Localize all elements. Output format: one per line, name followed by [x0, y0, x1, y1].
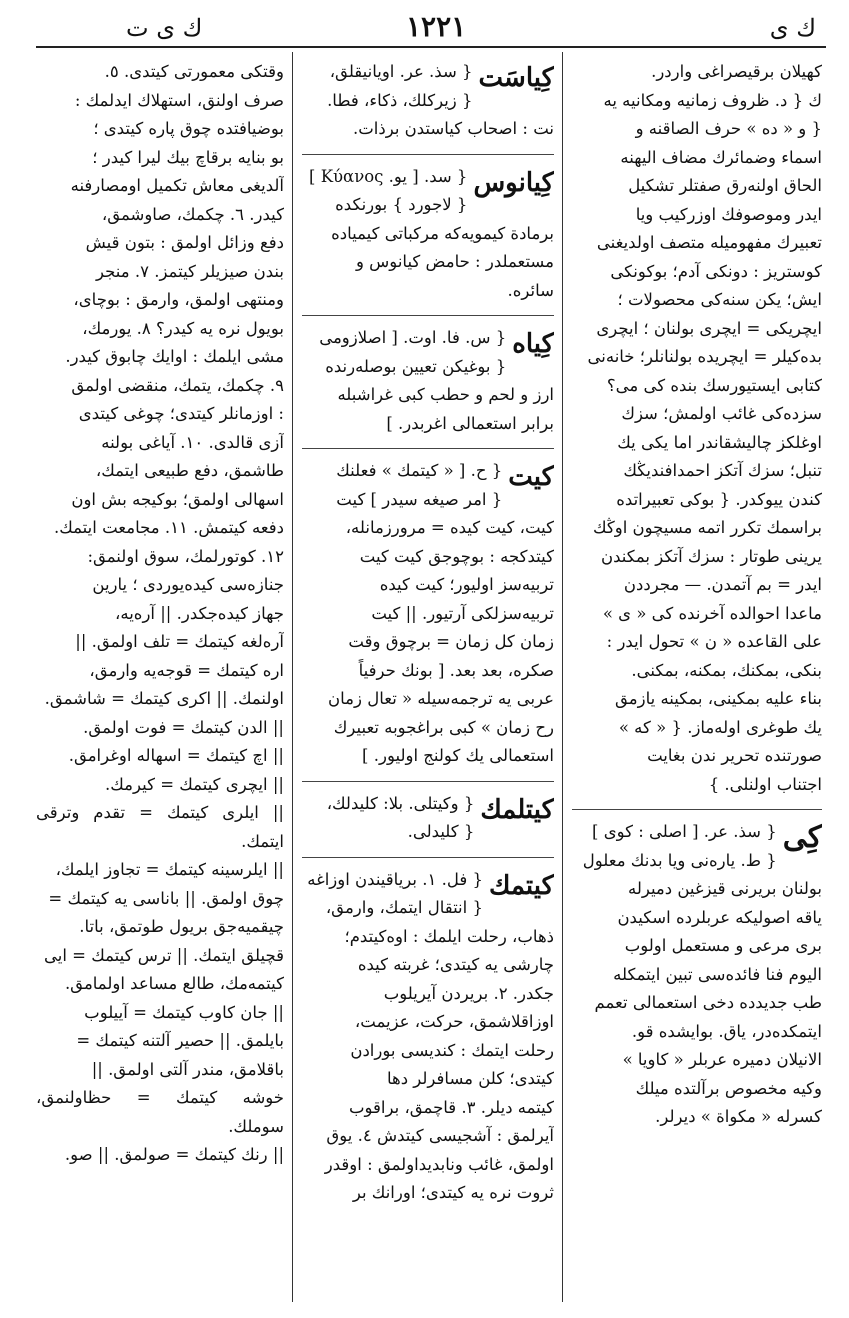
text-line: { كليدلى.: [407, 822, 475, 841]
text-line: ثروت نره يه كيتدى؛ اورانك بر: [352, 1183, 554, 1202]
text-line: : اوزمانلر كيتدى؛ چوغى كيتدى: [78, 404, 284, 423]
text-line: اجتناب اولنلى. }: [708, 774, 822, 794]
text-line: بندن صيزيلر كيتمز. ٧. منجر: [96, 261, 284, 281]
text-line: || ايچرى كيتمك = كيرمك.: [105, 774, 284, 794]
text-line: دفعه كيتمش. ١١. مجامعت ايتمك.: [53, 518, 284, 537]
entry-headword: كِياسَت: [478, 63, 554, 93]
text-line: چارشى يه كيتدى؛ غربته كيده: [357, 955, 554, 974]
text-line: برابر استعمالى اغربدر. ]: [386, 413, 554, 433]
text-line: طاشمق، دفع طبيعى ايتمك،: [95, 461, 284, 480]
page-number: ١٢٢١: [406, 10, 467, 43]
text-line: ارز و لحم و حطب كبى غراشبله: [337, 385, 554, 404]
text-line: على القاعده « ن » تحول ايدر :: [606, 632, 822, 651]
dictionary-entry: [302, 324, 554, 438]
text-line: { سذ. عر. اويانيقلق،: [329, 62, 473, 81]
text-line: ايتمكدەدر، ياق. بوايشده قو.: [631, 1021, 822, 1041]
text-line: اوزاقلاشمق، حركت، عزيمت،: [354, 1012, 554, 1031]
text-line: چيقميەجق بريول طوتمق، باتا.: [79, 917, 284, 936]
text-line: { زيركلك، ذكاء، فطا.: [327, 90, 473, 110]
text-line: { لاجورد } بورنكده: [335, 195, 468, 214]
text-line: باقلامق، مندر آلتى اولمق. ||: [91, 1059, 284, 1079]
text-line: كوستريز : دونكى آدم؛ بوكونكى: [610, 261, 822, 281]
text-line: آيرلمق : آشجيسى كيتدش ٤. يوق: [326, 1126, 554, 1145]
text-line: صورتنده تحرير ندن بغايت: [647, 746, 822, 765]
text-line: كهيلان برقيصراغى واردر.: [651, 62, 822, 81]
text-line: { س. فا. اوت. [ اصلازومى: [319, 328, 507, 347]
text-line: آزى قالدى. ١٠. آياغى بولنه: [101, 432, 284, 452]
text-line: صكره، بعد بعد. [ بونك حرفياً: [358, 660, 554, 680]
dictionary-entry: [302, 163, 554, 306]
column-divider-left: [292, 52, 293, 1302]
entry-separator: [302, 448, 554, 449]
text-line: الانيلان دميره عربلر « كاويا »: [622, 1050, 822, 1069]
right-column: [572, 58, 822, 1303]
text-line: زمان كل زمان = برچوق وقت: [348, 632, 554, 651]
text-line: ومنتهى اولمق، وارمق : بوچاى،: [73, 290, 284, 309]
text-line: اسماء وضمائرك مضاف اليهنه: [620, 147, 822, 167]
text-line: اولمق، غائب ونابديداولمق : اوقدر: [324, 1154, 554, 1174]
text-line: آلديغى معاش تكميل اومصارفنه: [70, 176, 284, 195]
text-line: { وكيتلى. بلا: كليدلك،: [326, 793, 475, 813]
text-line: { امر صيغه سيدر ] كيت: [336, 489, 503, 509]
text-line: ايچريكى = ايچرى بولنان ؛ ايچرى: [596, 318, 822, 338]
text-line: { سذ. عر. [ اصلى : كوى ]: [592, 822, 777, 841]
text-line: بنكى، بمكنك، بمكنه، بمكنى.: [631, 660, 822, 680]
dictionary-entry: [302, 58, 554, 144]
text-line: اليوم فنا فائدەسى تبين ايتمكله: [613, 964, 822, 984]
dictionary-entry: [302, 866, 554, 1208]
text-line: قچيلق ايتمك. || ترس كيتمك = ايى: [43, 945, 284, 965]
text-line: وكيه مخصوص برآلتده ميلك: [635, 1078, 822, 1098]
text-line: اسهالى اولمق؛ بوكيجه بش اون: [71, 489, 284, 509]
text-line: { ط. يارەنى ويا بدنك معلول: [582, 850, 777, 870]
text-line: ايدر = بم آتمدن. — مجرددن: [623, 575, 822, 594]
text-line: كندن ييوكدر. { بوكى تعبيراتده: [616, 489, 822, 509]
text-line: يرينى طوتار : سزك آتكز بمكندن: [601, 546, 822, 566]
text-line: جكدر. ٢. بريردن آيريلوب: [383, 983, 554, 1003]
column-divider-right: [562, 52, 563, 1302]
text-line: { ح. [ « كيتمك » فعلنك: [336, 461, 503, 480]
entry-separator: [302, 315, 554, 316]
text-line: كسرله « مكواة » ديرلر.: [655, 1107, 822, 1126]
text-line: ذهاب، رحلت ايلمك : اوەكيتدم؛: [344, 926, 554, 946]
text-line: ك { د. ظروف زمانيه ومكانيه يه: [603, 90, 822, 110]
text-line: ايش؛ يكن سنەكى محصولات ؛: [617, 290, 822, 309]
middle-column: [302, 58, 554, 1303]
text-line: كيتدكجه : بوچوجق كيت كيت: [359, 546, 554, 566]
text-line: اوغلكز چاليشقاندر اما يكى يك: [617, 432, 822, 452]
text-line: آرەلغه كيتمك = تلف اولمق. ||: [75, 632, 284, 651]
text-line: كيت، كيت كيده = مرورزمانله،: [345, 518, 554, 537]
text-line: جهاز كيدەجكدر. || آرەيه،: [115, 603, 284, 623]
text-line: بناء عليه بمكينى، بمكينه يازمق: [615, 689, 822, 708]
header-left-letters: ك ى ت: [126, 14, 203, 42]
text-line: رح زمان » كبى براغجوبه تعبيرك: [333, 717, 554, 737]
left-column: [36, 58, 284, 1303]
entry-headword: كِى: [782, 820, 822, 855]
text-line: تعبيرك مفهوميله متصف اولديغنى: [596, 233, 822, 252]
text-line: || اچ كيتمك = اسهاله اوغرامق.: [68, 746, 284, 765]
text-line: بوضيافتده چوق پاره كيتدى ؛: [93, 119, 284, 138]
text-line: رحلت ايتمك : كنديسى بورادن: [350, 1040, 554, 1060]
text-line: برى مرعى و مستعمل اولوب: [624, 936, 822, 955]
text-line: صرف اولنق، استهلاك ايدلمك :: [74, 90, 284, 110]
text-line: { بوغيكن تعيين بوصلەرنده: [325, 356, 507, 376]
text-line: || ايلرى كيتمك = تقدم وترقى ايتمك.: [36, 803, 284, 851]
entry-separator: [302, 857, 554, 858]
text-line: كتابى ايستيورسك بنده كى مى؟: [606, 375, 822, 395]
text-line: تربيەسزلكى آرتيور. || كيت: [371, 603, 554, 623]
text-line: || جان كاوب كيتمك = آييلوب: [84, 1002, 284, 1022]
text-line: بو بنايه برقاچ بيك ليرا كيدر ؛: [92, 147, 284, 167]
page-header: [36, 8, 826, 46]
entry-headword: كِياه: [512, 329, 554, 359]
text-line: برمادة كيمويەكه مركباتى كيمياده: [331, 223, 554, 243]
text-line: كيدر. ٦. چكمك، صاوشمق،: [101, 204, 284, 224]
text-line: جنازەسى كيدەيوردى ؛ يارين: [92, 575, 284, 594]
text-line: ياقه اصوليكه عربلرده اسكيدن: [617, 907, 822, 927]
text-line: { سد. [ يو. Κύανος ]: [309, 166, 468, 186]
text-line: || ايلرسينه كيتمك = تجاوز ايلمك،: [55, 860, 284, 879]
text-line: اولنمك. || اكرى كيتمك = شاشمق.: [44, 689, 284, 708]
text-line: وقتكى معمورتى كيتدى. ٥.: [104, 62, 284, 81]
text-line: ايدر وموصوفك اوزركيب ويا: [635, 204, 822, 224]
text-line: ٩. چكمك، يتمك، منقضى اولمق: [71, 375, 284, 395]
text-line: خوشه كيتمك = حظاولنمق، سوملك.: [36, 1088, 284, 1136]
header-rule: [36, 46, 826, 48]
text-line: نت : اصحاب كياستدن برذات.: [353, 119, 554, 138]
text-line: براسمك تكرر اتمه مسيچون اوڭك: [592, 518, 822, 537]
text-line: { فل. ١. برياقيندن اوزاغه: [307, 869, 483, 889]
entry-separator: [302, 154, 554, 155]
text-line: كيتمه ديلر. ٣. قاچمق، براقوب: [348, 1097, 554, 1117]
text-line: استعمالى يك كولنج اوليور. ]: [362, 746, 554, 765]
text-line: || الدن كيتمك = فوت اولمق.: [83, 717, 284, 737]
dictionary-entry: [302, 790, 554, 847]
text-line: طب جديدده دخى استعمالى تعمم: [594, 993, 822, 1012]
text-line: چوق اولمق. || باناسى يه كيتمك =: [48, 888, 284, 908]
text-line: ماعدا احوالده آخرنده كى « ى »: [602, 603, 822, 623]
header-right-letters: ك ى: [769, 14, 816, 42]
dictionary-entry: [302, 457, 554, 771]
text-line: اره كيتمك = قوجەيه وارمق،: [89, 660, 284, 680]
text-line: عربى يه ترجمەسيله « تعال زمان: [328, 689, 554, 708]
text-line: { و « ده » حرف الصاقنه و: [635, 119, 822, 138]
text-line: سائره.: [507, 280, 554, 300]
text-line: كيتدى؛ كلن مسافرلر دها: [386, 1069, 554, 1088]
text-line: بدەكيلر = ايچريده بولنانلر؛ خانەنى: [587, 347, 822, 366]
entry-headword: كيتلمك: [480, 794, 554, 825]
entry-separator: [572, 809, 822, 810]
text-line: تربيەسز اوليور؛ كيت كيده: [379, 575, 554, 594]
entry-headword: كيت: [508, 462, 554, 492]
text-line: بويول نره يه كيدر؟ ٨. يورمك،: [82, 318, 284, 338]
text-line: بولنان بريرنى قيزغين دميرله: [627, 879, 822, 898]
entry-headword: كِيانوس: [473, 167, 554, 198]
text-line: { انتقال ايتمك، وارمق،: [325, 898, 483, 917]
text-line: تنبل؛ سزك آتكز احمدافنديڭك: [623, 461, 822, 480]
entry-headword: كيتمك: [488, 870, 554, 901]
text-line: الحاق اولنەرق صفتلر تشكيل: [628, 176, 822, 195]
text-line: سزدەكى غائب اولمش؛ سزك: [621, 404, 822, 423]
text-line: دفع وزائل اولمق : بتون قيش: [85, 233, 284, 252]
text-line: بايلمق. || حصير آلتنه كيتمك =: [76, 1031, 284, 1050]
text-line: كيتمەمك، طالع مساعد اولمامق.: [64, 974, 284, 993]
text-line: || رنك كيتمك = صولمق. || صو.: [64, 1145, 284, 1164]
text-line: ١٢. كوتورلمك، سوق اولنمق:: [87, 546, 284, 566]
text-line: مستعملدر : حامض كيانوس و: [355, 252, 554, 271]
entry-separator: [302, 781, 554, 782]
dictionary-entry: [572, 818, 822, 1132]
text-line: مشى ايلمك : اوايك چابوق كيدر.: [65, 347, 284, 366]
text-line: يك طوغرى اولەماز. { « كه »: [618, 717, 822, 737]
